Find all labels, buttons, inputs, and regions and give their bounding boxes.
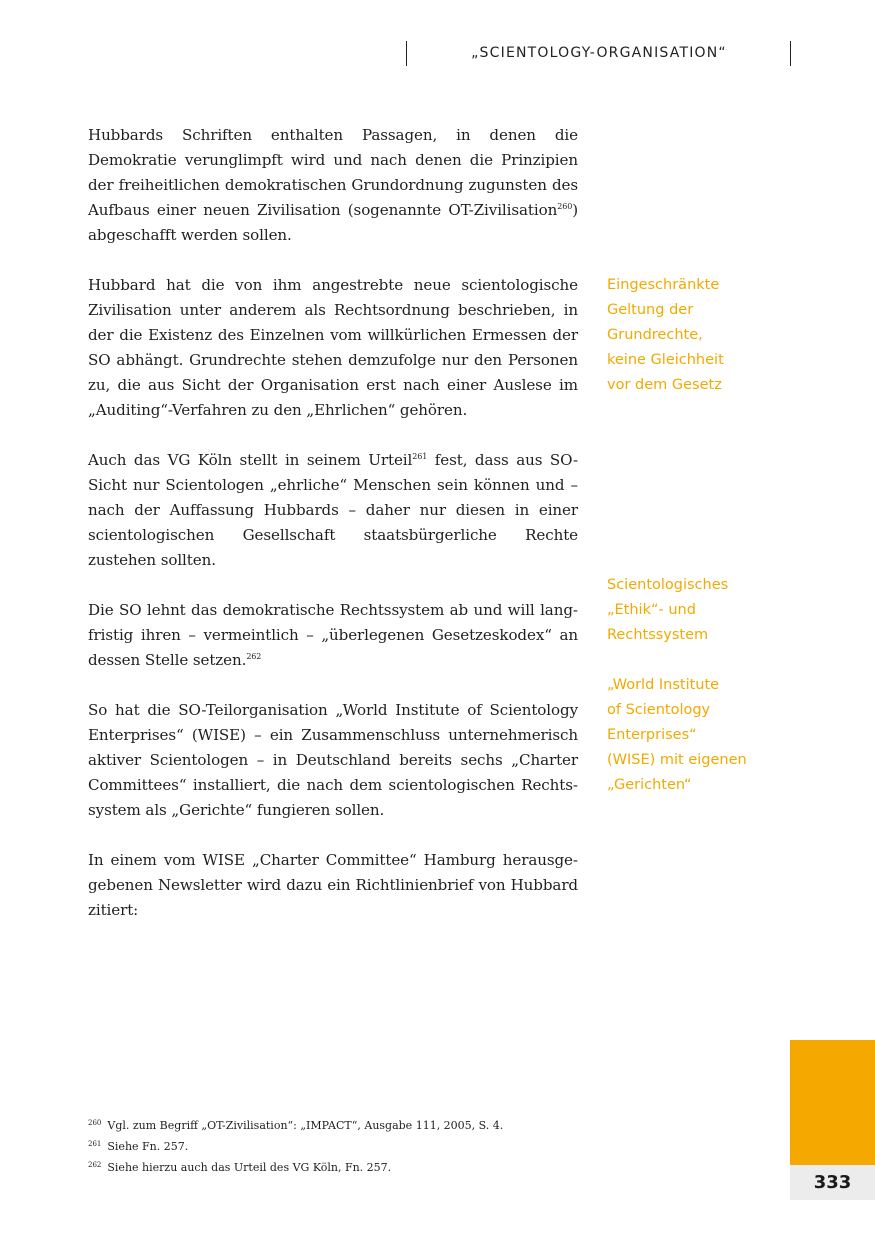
- footnote: $^{260}$ Vgl. zum Begriff „OT-Zivilisation“: „IMPACT“, Ausgabe 111, 2005, S. 4.: [88, 1119, 504, 1132]
- footnote-ref: 261: [412, 452, 428, 461]
- footnote: $^{262}$ Siehe hierzu auch das Urteil des VG Köln, Fn. 257.: [88, 1161, 392, 1174]
- paragraph: So hat die SO-Teilorganisation „World Institute of Scientology Enterprises“ (WISE) – ein Zusammenschluss unternehmerisch aktiver Scientologen – in Deutschland bereits sechs „Charter Committees“ installiert, die nach dem scientologischen Rechtssystem als „Gerichte“ fungieren sollen.: [88, 701, 578, 819]
- sidenote-rechtssystem: Scientologisches „Ethik“- und Rechtssystem: [607, 577, 729, 643]
- footnote-ref: 262: [246, 652, 262, 661]
- page-number: 333: [790, 1165, 875, 1200]
- running-header: „SCIENTOLOGY-ORGANISATION“: [471, 45, 727, 61]
- body-text: [88, 123, 578, 948]
- paragraph: Hubbards Schriften enthalten Passagen, in denen die Demokratie verunglimpft wird und nach denen die Prinzipien der freiheitlichen demokratischen Grundordnung zugunsten des Aufbaus einer neuen Zivilisation (sogenannte OT-Zivilisation$^{260}$) abgeschafft werden sollen.: [88, 126, 578, 244]
- paragraph: Auch das VG Köln stellt in seinem Urteil$^{261}$ fest, dass aus SO-Sicht nur Scientologen „ehrliche“ Menschen sein können und – nach der Auffassung Hubbards – daher nur diesen in einer scientologischen Gesellschaft staatsbürgerliche Rechte zustehen sollten.: [88, 451, 578, 569]
- sidenote-wise: „World Institute of Scientology Enterprises“ (WISE) mit eigenen „Gerichten“: [607, 677, 747, 793]
- chapter-tab: [790, 1040, 875, 1165]
- header-rule-left: [406, 41, 407, 66]
- sidenote-grundrechte: Eingeschränkte Geltung der Grundrechte, keine Gleichheit vor dem Gesetz: [607, 277, 724, 393]
- paragraph: In einem vom WISE „Charter Committee“ Hamburg herausgegebenen Newsletter wird dazu ein Richtlinienbrief von Hubbard zitiert:: [88, 851, 578, 919]
- footnote-ref: 260: [557, 202, 573, 211]
- footnotes: [88, 1114, 588, 1177]
- paragraph: Hubbard hat die von ihm angestrebte neue scientologische Zivilisation unter anderem als Rechtsordnung beschrieben, in der die Existenz des Einzelnen vom willkürlichen Ermessen der SO abhängt. Grundrechte stehen demzufolge nur den Personen zu, die aus Sicht der Organisation erst nach einer Auslese im „Auditing“-Verfahren zu den „Ehrlichen“ gehören.: [88, 276, 578, 419]
- paragraph: Die SO lehnt das demokratische Rechtssystem ab und will langfristig ihren – vermeintlich – „überlegenen Gesetzeskodex“ an dessen Stelle setzen.$^{262}$: [88, 601, 578, 669]
- footnote: $^{261}$ Siehe Fn. 257.: [88, 1140, 189, 1153]
- header-rule-right: [790, 41, 791, 66]
